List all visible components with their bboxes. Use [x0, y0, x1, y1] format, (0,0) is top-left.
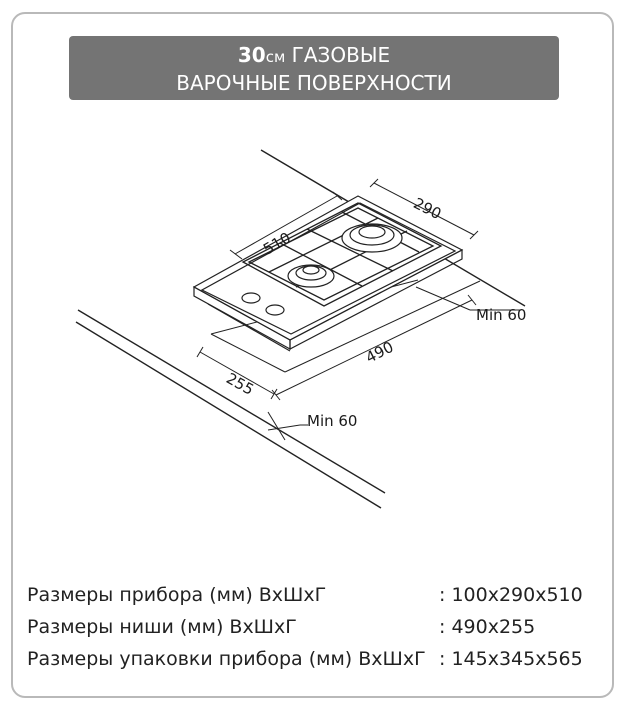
spec-row-niche — [27, 612, 536, 642]
dimension-490-label: 490 — [362, 337, 397, 367]
spec-label: Размеры ниши (мм) ВхШхГ — [27, 616, 297, 638]
title-line-2: ВАРОЧНЫЕ ПОВЕРХНОСТИ — [176, 71, 452, 95]
small-burner — [288, 265, 334, 287]
spec-value: : 100x290x510 — [439, 584, 583, 606]
title-size-unit: см — [265, 48, 286, 66]
spec-label: Размеры упаковки прибора (мм) ВхШхГ — [27, 648, 426, 670]
spec-label: Размеры прибора (мм) ВхШхГ — [27, 584, 327, 606]
spec-row-package — [27, 644, 583, 674]
large-burner — [342, 224, 402, 252]
title-line-1-rest: ГАЗОВЫЕ — [285, 43, 391, 67]
dimension-255-label: 255 — [223, 369, 257, 399]
spec-row-device — [27, 580, 583, 610]
clearance-front-label: Min 60 — [307, 412, 358, 430]
dimension-510-label: 510 — [260, 228, 294, 259]
spec-value: : 490x255 — [439, 616, 536, 638]
spec-value: : 145x345x565 — [439, 648, 583, 670]
clearance-right-label: Min 60 — [476, 306, 527, 324]
dimension-290-label: 290 — [410, 194, 445, 224]
title-size-number: 30 — [237, 43, 266, 67]
